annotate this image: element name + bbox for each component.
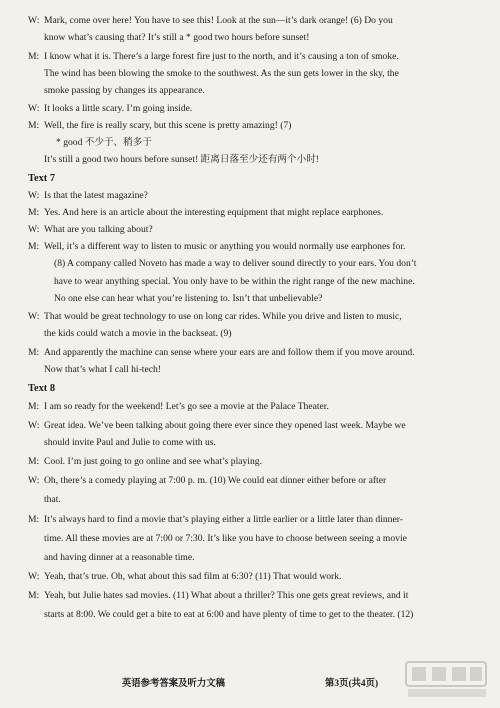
dialogue-text: starts at 8:00. We could get a bite to eat at 6:00 and have plenty of time to get to the theater. (12) [44, 609, 414, 620]
dialogue-text: know what’s causing that? It’s still a * good two hours before sunset! [44, 32, 310, 43]
transcript-line [0, 401, 500, 413]
line-content [0, 383, 500, 395]
transcript-line [0, 571, 500, 583]
speaker-label: M: [28, 456, 40, 467]
dialogue-text: I am so ready for the weekend! Let’s go see a movie at the Palace Theater. [44, 401, 329, 412]
line-content [0, 552, 500, 564]
line-content [0, 475, 500, 487]
transcript-line [0, 293, 500, 305]
transcript-line [0, 311, 500, 323]
transcript-line [0, 347, 500, 359]
line-content [0, 609, 500, 621]
site-watermark-logo [404, 658, 490, 700]
speaker-label: W: [28, 420, 40, 431]
transcript-line [0, 609, 500, 621]
speaker-label: M: [28, 590, 40, 601]
line-content [0, 241, 500, 253]
speaker-label: W: [28, 571, 40, 582]
line-content [0, 311, 500, 323]
dialogue-text: It’s still a good two hours before sunset! 距离日落至少还有两个小时! [44, 154, 319, 165]
transcript-line [0, 276, 500, 288]
line-content [0, 154, 500, 166]
line-content [0, 571, 500, 583]
dialogue-text: and having dinner at a reasonable time. [44, 552, 195, 563]
speaker-label: M: [28, 120, 40, 131]
transcript-line [0, 420, 500, 432]
transcript-line [0, 533, 500, 545]
transcript-line [0, 475, 500, 487]
dialogue-text: (8) A company called Noveto has made a way to deliver sound directly to your ears. You don’t [54, 258, 417, 269]
line-content [0, 258, 500, 270]
speaker-label: W: [28, 224, 40, 235]
dialogue-text: Cool. I’m just going to go online and see what’s playing. [44, 456, 262, 467]
line-content [0, 533, 500, 545]
line-content [0, 224, 500, 236]
transcript-line [0, 514, 500, 526]
speaker-label: W: [28, 311, 40, 322]
line-content [0, 103, 500, 115]
transcript-line [0, 68, 500, 80]
dialogue-text: Yeah, that’s true. Oh, what about this sad film at 6:30? (11) That would work. [44, 571, 342, 582]
speaker-label: W: [28, 103, 40, 114]
dialogue-text: Great idea. We’ve been talking about going there ever since they opened last week. Maybe we [44, 420, 406, 431]
line-content [0, 494, 500, 506]
line-content [0, 51, 500, 63]
transcript-line [0, 552, 500, 564]
transcript-line [0, 207, 500, 219]
dialogue-text: time. All these movies are at 7:00 or 7:30. It’s like you have to choose between seeing a movie [44, 533, 407, 544]
transcript-line [0, 137, 500, 149]
line-content [0, 590, 500, 602]
line-content [0, 68, 500, 80]
dialogue-text: the kids could watch a movie in the backseat. (9) [44, 328, 232, 339]
transcript-line [0, 364, 500, 376]
dialogue-text: Yeah, but Julie hates sad movies. (11) What about a thriller? This one gets great reviews, and it [44, 590, 409, 601]
line-content [0, 364, 500, 376]
line-content [0, 401, 500, 413]
dialogue-text: Oh, there’s a comedy playing at 7:00 p. m. (10) We could eat dinner either before or after [44, 475, 387, 486]
section-heading: Text 8 [28, 383, 56, 394]
dialogue-text: What are you talking about? [44, 224, 153, 235]
watermark-stamp-icon [404, 658, 490, 700]
dialogue-text: It’s always hard to find a movie that’s playing either a little earlier or a little later than dinner- [44, 514, 403, 525]
speaker-label: M: [28, 347, 40, 358]
transcript-line [0, 437, 500, 449]
dialogue-text: have to wear anything special. You only have to be within the right range of the new machine. [54, 276, 415, 287]
dialogue-text: No one else can hear what you’re listening to. Isn’t that unbelievable? [54, 293, 323, 304]
line-content [0, 120, 500, 132]
line-content [0, 32, 500, 44]
transcript-line [0, 154, 500, 166]
section-heading-row [0, 173, 500, 185]
transcript-line [0, 328, 500, 340]
transcript-line [0, 15, 500, 27]
section-heading-row [0, 383, 500, 395]
line-content [0, 293, 500, 305]
line-content [0, 437, 500, 449]
dialogue-text: smoke passing by changes its appearance. [44, 85, 205, 96]
dialogue-text: Is that the latest magazine? [44, 190, 148, 201]
transcript-line [0, 190, 500, 202]
dialogue-text: It looks a little scary. I’m going inside. [44, 103, 193, 114]
line-content [0, 347, 500, 359]
speaker-label: W: [28, 15, 40, 26]
line-content [0, 420, 500, 432]
transcript-line [0, 241, 500, 253]
transcript-line [0, 85, 500, 97]
speaker-label: W: [28, 475, 40, 486]
speaker-label: M: [28, 207, 40, 218]
transcript-line [0, 103, 500, 115]
transcript-line [0, 120, 500, 132]
speaker-label: W: [28, 190, 40, 201]
dialogue-text: * good 不少于、稍多于 [56, 137, 152, 148]
speaker-label: M: [28, 241, 40, 252]
line-content [0, 137, 500, 149]
line-content [0, 328, 500, 340]
transcript-line [0, 258, 500, 270]
line-content [0, 456, 500, 468]
line-content [0, 173, 500, 185]
transcript-line [0, 456, 500, 468]
transcript-line [0, 51, 500, 63]
line-content [0, 514, 500, 526]
dialogue-text: Now that’s what I call hi-tech! [44, 364, 161, 375]
footer-page-number: 第3页(共4页) [325, 679, 379, 689]
line-content [0, 207, 500, 219]
line-content [0, 190, 500, 202]
line-content [0, 15, 500, 27]
dialogue-text: should invite Paul and Julie to come with us. [44, 437, 216, 448]
line-content [0, 276, 500, 288]
dialogue-text: Well, the fire is really scary, but this scene is pretty amazing! (7) [44, 120, 292, 131]
section-heading: Text 7 [28, 173, 56, 184]
speaker-label: M: [28, 51, 40, 62]
line-content [0, 85, 500, 97]
transcript-line [0, 494, 500, 506]
dialogue-text: Well, it’s a different way to listen to music or anything you would normally use earphones for. [44, 241, 406, 252]
dialogue-text: I know what it is. There’s a large forest fire just to the north, and it’s causing a ton of smoke. [44, 51, 399, 62]
footer-title: 英语参考答案及听力文稿 [121, 679, 225, 689]
speaker-label: M: [28, 514, 40, 525]
transcript-line [0, 32, 500, 44]
dialogue-text: Mark, come over here! You have to see this! Look at the sun—it’s dark orange! (6) Do you [44, 15, 393, 26]
dialogue-text: that. [44, 494, 61, 505]
speaker-label: M: [28, 401, 40, 412]
dialogue-text: And apparently the machine can sense where your ears are and follow them if you move around. [44, 347, 415, 358]
transcript-line [0, 590, 500, 602]
dialogue-text: The wind has been blowing the smoke to the southwest. As the sun gets lower in the sky, the [44, 68, 399, 79]
dialogue-text: Yes. And here is an article about the interesting equipment that might replace earphones. [44, 207, 384, 218]
transcript-line [0, 224, 500, 236]
dialogue-text: That would be great technology to use on long car rides. While you drive and listen to music, [44, 311, 402, 322]
